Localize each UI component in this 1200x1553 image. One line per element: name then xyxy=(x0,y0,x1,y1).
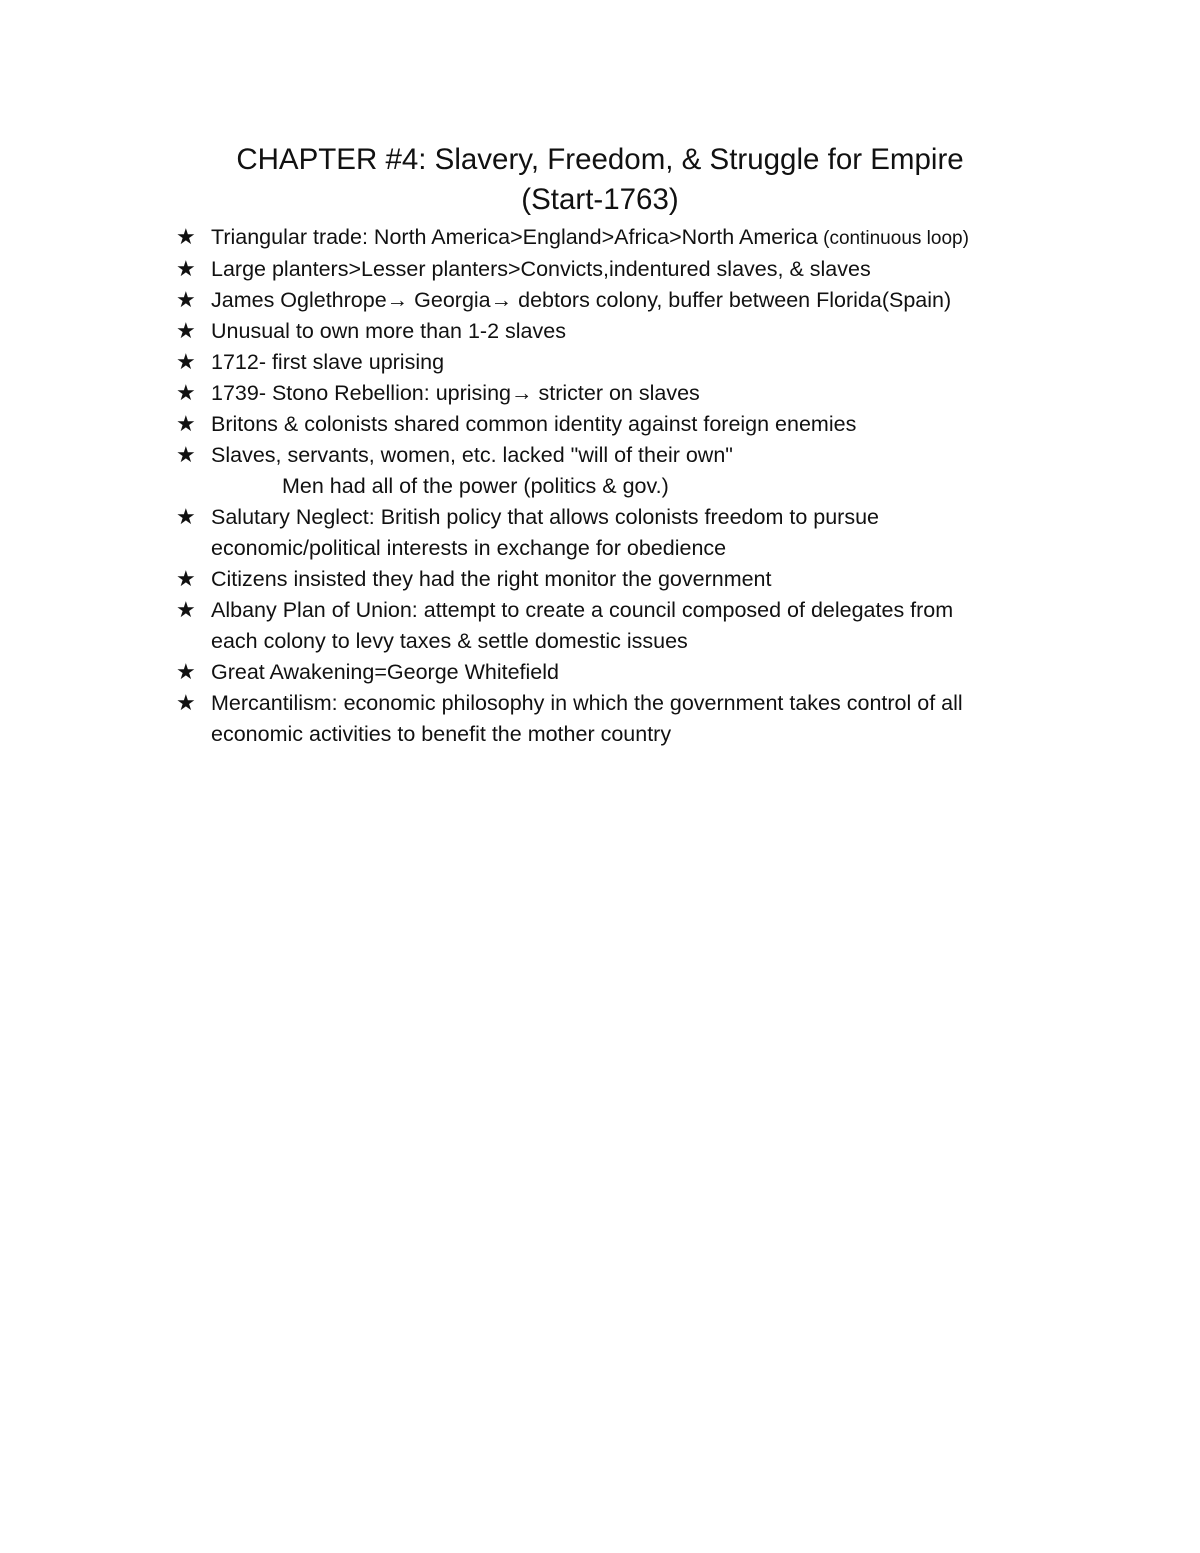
note-item xyxy=(176,688,1076,750)
note-text: Great Awakening=George Whitefield xyxy=(211,660,559,684)
note-subline: Men had all of the power (politics & gov.) xyxy=(282,474,669,498)
chapter-title-line-2: (Start-1763) xyxy=(521,183,679,216)
notes-list xyxy=(176,222,1076,750)
star-bullet-icon: ★ xyxy=(176,225,196,250)
note-text-continued: economic/political interests in exchange for obedience xyxy=(211,536,727,560)
star-bullet-icon: ★ xyxy=(176,319,196,344)
star-bullet-icon: ★ xyxy=(176,381,196,406)
note-item xyxy=(176,564,1076,595)
note-item xyxy=(176,222,1076,254)
note-item xyxy=(176,316,1076,347)
star-bullet-icon: ★ xyxy=(176,350,196,375)
note-text: James Oglethrope→ Georgia→ debtors colony, buffer between Florida(Spain) xyxy=(211,288,952,312)
note-text: Citizens insisted they had the right monitor the government xyxy=(211,567,772,591)
star-bullet-icon: ★ xyxy=(176,660,196,685)
note-item xyxy=(176,254,1076,285)
note-text: Salutary Neglect: British policy that allows colonists freedom to pursue xyxy=(211,505,880,529)
star-bullet-icon: ★ xyxy=(176,288,196,313)
note-aside: (continuous loop) xyxy=(817,228,969,249)
chapter-title-line-1: CHAPTER #4: Slavery, Freedom, & Struggle for Empire xyxy=(236,143,964,176)
star-bullet-icon: ★ xyxy=(176,412,196,437)
note-item xyxy=(176,657,1076,688)
note-item xyxy=(176,409,1076,440)
note-item xyxy=(176,285,1076,316)
note-text: Mercantilism: economic philosophy in which the government takes control of all xyxy=(211,691,963,715)
note-text: Albany Plan of Union: attempt to create a council composed of delegates from xyxy=(211,598,954,622)
star-bullet-icon: ★ xyxy=(176,257,196,282)
note-text: 1739- Stono Rebellion: uprising→ stricter on slaves xyxy=(211,381,700,405)
note-text-continued: each colony to levy taxes & settle domestic issues xyxy=(211,629,688,653)
chapter-title xyxy=(0,140,1200,220)
star-bullet-icon: ★ xyxy=(176,443,196,468)
star-bullet-icon: ★ xyxy=(176,567,196,592)
note-text: Triangular trade: North America>England>Africa>North America xyxy=(211,225,818,249)
note-text: 1712- first slave uprising xyxy=(211,350,445,374)
note-text: Britons & colonists shared common identity against foreign enemies xyxy=(211,412,857,436)
star-bullet-icon: ★ xyxy=(176,691,196,716)
note-text: Slaves, servants, women, etc. lacked "will of their own" xyxy=(211,443,733,467)
note-text-continued: economic activities to benefit the mother country xyxy=(211,722,672,746)
note-text: Large planters>Lesser planters>Convicts,indentured slaves, & slaves xyxy=(211,257,871,281)
note-text: Unusual to own more than 1-2 slaves xyxy=(211,319,566,343)
star-bullet-icon: ★ xyxy=(176,505,196,530)
note-item xyxy=(176,502,1076,564)
star-bullet-icon: ★ xyxy=(176,598,196,623)
note-item xyxy=(176,378,1076,409)
note-item xyxy=(176,595,1076,657)
note-item xyxy=(176,347,1076,378)
note-item xyxy=(176,440,1076,471)
